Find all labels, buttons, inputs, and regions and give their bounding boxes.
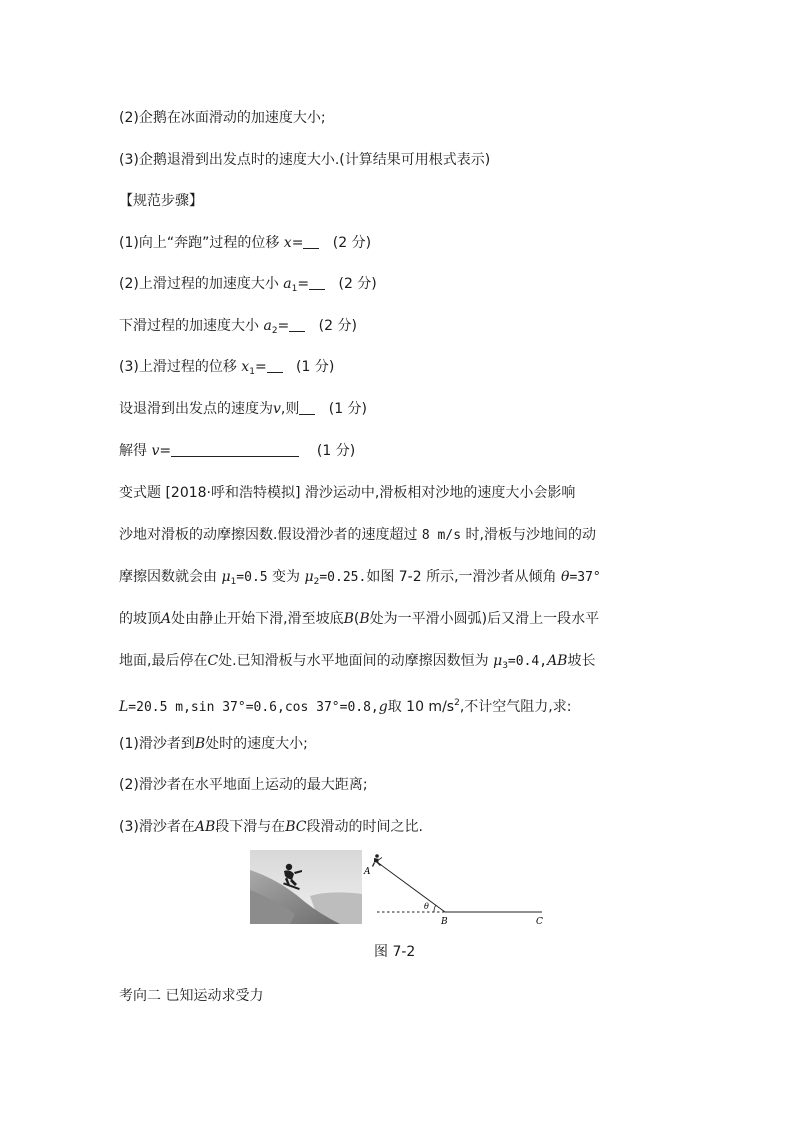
variant-line-3: 摩擦因数就会由 $\mu_1=0.5$ 变为 $\mu_2=0.25$.如图 7-2 所示,一滑沙者从倾角 θ=37° xyxy=(119,569,601,587)
step-3b: 设退滑到出发点的速度为v,则 (1 分) xyxy=(119,401,368,417)
figure-caption: 图 7-2 xyxy=(374,944,416,960)
step-1: (1)向上“奔跑”过程的位移 x= (2 分) xyxy=(119,235,372,251)
label-a: A xyxy=(364,867,371,877)
step-3a: (3)上滑过程的位移 $x_1=$ (1 分) xyxy=(119,359,335,377)
step-2a: (2)上滑过程的加速度大小 $a_1=$ (2 分) xyxy=(119,276,377,294)
steps-heading: 【规范步骤】 xyxy=(119,193,203,209)
label-theta: θ xyxy=(424,902,429,911)
variant-question-1: (1)滑沙者到B处时的速度大小; xyxy=(119,736,308,752)
question-3: (3)企鹅退滑到出发点时的速度大小.(计算结果可用根式表示) xyxy=(119,152,491,168)
variant-question-3: (3)滑沙者在AB段下滑与在BC段滑动的时间之比. xyxy=(119,819,423,835)
variant-line-1: 变式题 [2018·呼和浩特模拟] 滑沙运动中,滑板相对沙地的速度大小会影响 xyxy=(119,485,576,501)
variant-line-6: L=20.5 m,sin 37°=0.6,cos 37°=0.8,g取 10 $m/s^2$,不计空气阻力,求: xyxy=(119,698,572,715)
step-2b: 下滑过程的加速度大小 $a_2=$ (2 分) xyxy=(119,318,357,336)
label-c: C xyxy=(536,917,543,927)
variant-line-4: 的坡顶A处由静止开始下滑,滑至坡底B(B处为一平滑小圆弧)后又滑上一段水平 xyxy=(119,611,600,627)
variant-line-5: 地面,最后停在C处.已知滑板与水平地面间的动摩擦因数恒为 $\mu_3=0.4,AB$坡长 xyxy=(119,653,596,671)
label-b: B xyxy=(441,917,448,927)
variant-line-2: 沙地对滑板的动摩擦因数.假设滑沙者的速度超过 8 m/s 时,滑板与沙地间的动 xyxy=(119,527,596,543)
step-3c: 解得 v= (1 分) xyxy=(119,443,356,459)
variant-question-2: (2)滑沙者在水平地面上运动的最大距离; xyxy=(119,777,368,793)
incline-diagram xyxy=(362,852,552,930)
question-2: (2)企鹅在冰面滑动的加速度大小; xyxy=(119,110,326,126)
sand-sledding-photo xyxy=(250,850,362,924)
section-title: 考向二 已知运动求受力 xyxy=(119,988,264,1004)
